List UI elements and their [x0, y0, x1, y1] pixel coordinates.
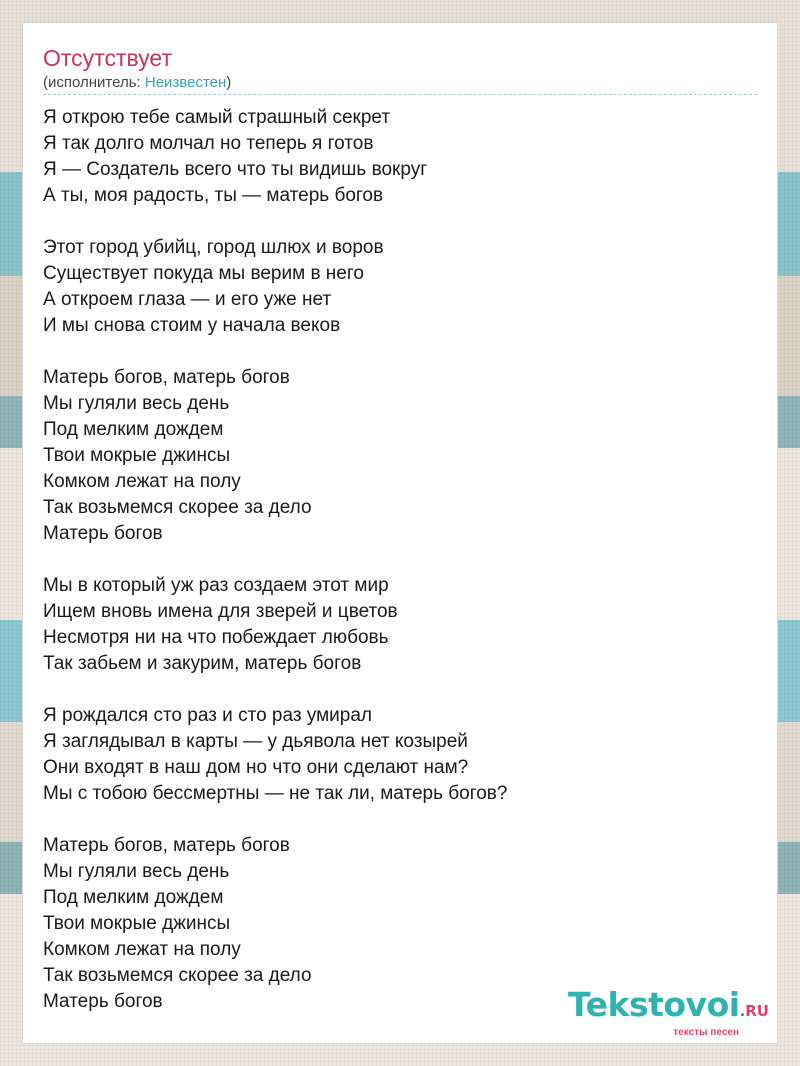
lyrics-line: Так возьмемся скорее за дело	[43, 965, 312, 986]
lyrics-line: А откроем глаза — и его уже нет	[43, 289, 332, 310]
lyrics-line: Комком лежат на полу	[43, 471, 241, 492]
lyrics-line: Мы гуляли весь день	[43, 861, 230, 882]
logo-tagline: тексты песен	[673, 1027, 739, 1038]
lyrics-line: Несмотря ни на что побеждает любовь	[43, 627, 389, 648]
lyrics-line: Ищем вновь имена для зверей и цветов	[43, 601, 398, 622]
lyrics-line: Матерь богов	[43, 991, 163, 1012]
artist-line	[43, 74, 231, 92]
lyrics-line: Под мелким дождем	[43, 887, 224, 908]
logo-wordmark	[568, 985, 769, 1028]
title-divider	[43, 94, 757, 95]
site-logo[interactable]	[568, 985, 769, 1038]
artist-link[interactable]: Неизвестен	[144, 74, 227, 91]
lyrics-line: Твои мокрые джинсы	[43, 445, 231, 466]
lyrics-stanza	[43, 573, 757, 677]
lyrics-line: Мы в который уж раз создаем этот мир	[43, 575, 389, 596]
lyrics-line: Существует покуда мы верим в него	[43, 263, 364, 284]
lyrics-line: Так забьем и закурим, матерь богов	[43, 653, 362, 674]
lyrics-stanza	[43, 703, 757, 807]
logo-name: Tekstovoi	[568, 985, 740, 1024]
lyrics-stanza	[43, 235, 757, 339]
logo-tld: .RU	[739, 1002, 769, 1020]
lyrics-line: Я — Создатель всего что ты видишь вокруг	[43, 159, 428, 180]
lyrics-line: Под мелким дождем	[43, 419, 224, 440]
song-title: Отсутствует	[43, 45, 172, 71]
lyrics-line: Комком лежат на полу	[43, 939, 241, 960]
lyrics-line: Я так долго молчал но теперь я готов	[43, 133, 374, 154]
lyrics-line: Матерь богов	[43, 523, 163, 544]
lyrics-line: И мы снова стоим у начала веков	[43, 315, 341, 336]
lyrics-stanza	[43, 105, 757, 209]
lyrics-line: Они входят в наш дом но что они сделают нам?	[43, 757, 469, 778]
lyrics-line: А ты, моя радость, ты — матерь богов	[43, 185, 384, 206]
lyrics-line: Мы гуляли весь день	[43, 393, 230, 414]
lyrics-line: Я рождался сто раз и сто раз умирал	[43, 705, 373, 726]
artist-suffix: )	[226, 74, 232, 91]
lyrics-line: Я заглядывал в карты — у дьявола нет козырей	[43, 731, 468, 752]
lyrics-card	[22, 22, 778, 1044]
lyrics-line: Мы с тобою бессмертны — не так ли, матерь богов?	[43, 783, 508, 804]
lyrics-stanza	[43, 365, 757, 547]
lyrics-line: Твои мокрые джинсы	[43, 913, 231, 934]
lyrics-text	[43, 105, 757, 1041]
lyrics-line: Матерь богов, матерь богов	[43, 367, 290, 388]
lyrics-line: Этот город убийц, город шлюх и воров	[43, 237, 384, 258]
lyrics-line: Матерь богов, матерь богов	[43, 835, 290, 856]
lyrics-line: Я открою тебе самый страшный секрет	[43, 107, 391, 128]
artist-prefix: (исполнитель:	[43, 74, 145, 91]
lyrics-line: Так возьмемся скорее за дело	[43, 497, 312, 518]
